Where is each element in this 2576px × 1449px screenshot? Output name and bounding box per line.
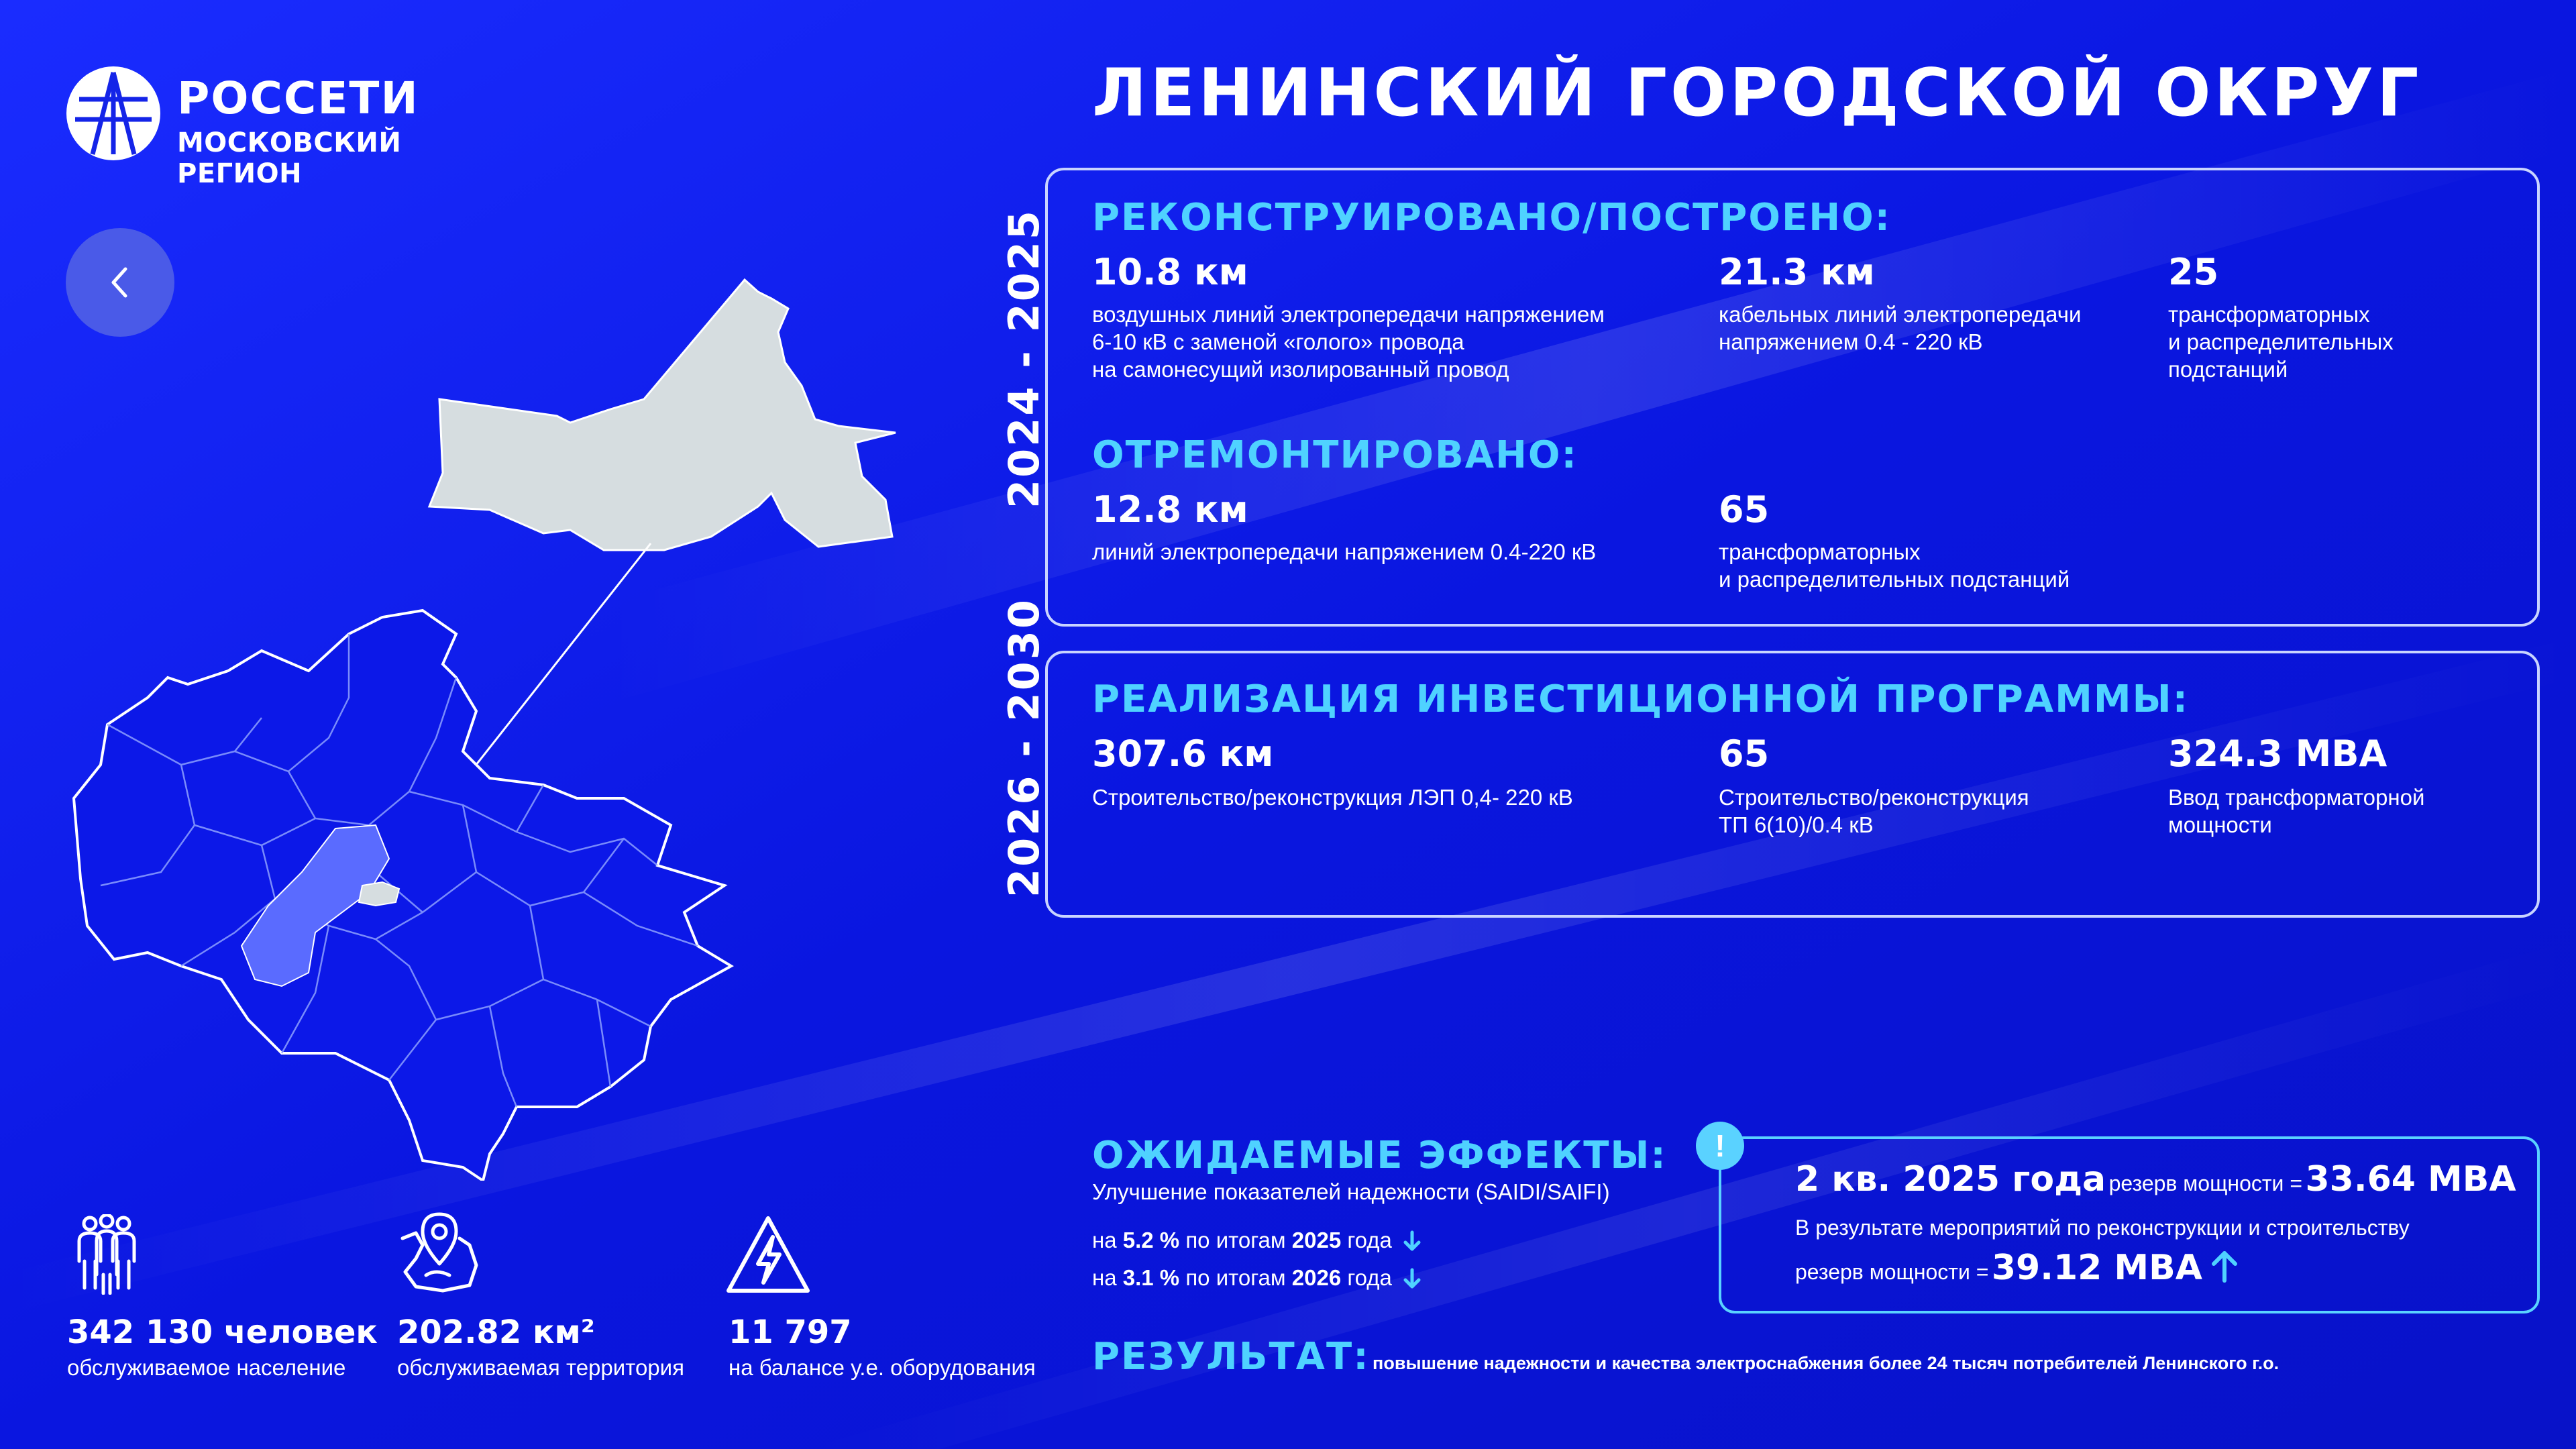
arrow-down-icon bbox=[1402, 1268, 1422, 1289]
built-stat-2-desc: кабельных линий электропередачи напряжением 0.4 - 220 кВ bbox=[1719, 302, 2082, 354]
built-stat-1-desc: воздушных линий электропередачи напряжением 6-10 кВ с заменой «голого» провода на самонесущий изолированный провод bbox=[1092, 302, 1605, 382]
built-stat-3-value: 25 bbox=[2168, 251, 2219, 293]
effects-line-1-mid: по итогам bbox=[1185, 1228, 1286, 1252]
investment-stat-1-value: 307.6 км bbox=[1092, 733, 1274, 775]
investment-stat-2-value: 65 bbox=[1719, 733, 1770, 775]
effects-line-1-post: года bbox=[1347, 1228, 1392, 1252]
page-title: ЛЕНИНСКИЙ ГОРОДСКОЙ ОКРУГ bbox=[1092, 55, 2422, 131]
effects-line-2-pct: 3.1 % bbox=[1122, 1265, 1180, 1290]
logo-name: РОССЕТИ bbox=[177, 72, 419, 124]
stat-equipment-desc: на балансе у.е. оборудования bbox=[729, 1355, 1036, 1380]
period2-years: 2026 - 2030 bbox=[1000, 597, 1049, 898]
result-text: повышение надежности и качества электроснабжения более 24 тысяч потребителей Ленинского г.о. bbox=[1373, 1353, 2279, 1373]
effects-line-2-post: года bbox=[1347, 1265, 1392, 1290]
rosseti-logo-icon bbox=[66, 66, 161, 161]
reserve-line-1 bbox=[1795, 1159, 2516, 1199]
repaired-stat-2-value: 65 bbox=[1719, 488, 1770, 531]
built-section-title: РЕКОНСТРУИРОВАНО/ПОСТРОЕНО: bbox=[1092, 196, 1892, 239]
effects-line-2-year: 2026 bbox=[1291, 1265, 1342, 1290]
effects-title: ОЖИДАЕМЫЕ ЭФФЕКТЫ: bbox=[1092, 1134, 1667, 1177]
investment-stat-1-desc: Строительство/реконструкция ЛЭП 0,4- 220 кВ bbox=[1092, 785, 1573, 810]
reserve-period: 2 кв. 2025 года bbox=[1795, 1159, 2106, 1199]
built-stat-3-desc: трансформаторных и распределительных подстанций bbox=[2168, 302, 2394, 382]
effects-line-1-pct: 5.2 % bbox=[1122, 1228, 1180, 1252]
built-stat-2-value: 21.3 км bbox=[1719, 251, 1875, 293]
repaired-stat-1-value: 12.8 км bbox=[1092, 488, 1248, 531]
stat-territory-value: 202.82 км² bbox=[397, 1313, 595, 1351]
effects-line-2 bbox=[1092, 1265, 1422, 1291]
effects-line-2-pre: на bbox=[1092, 1265, 1117, 1290]
result-label: РЕЗУЛЬТАТ: bbox=[1092, 1335, 1370, 1379]
effects-line-1 bbox=[1092, 1228, 1422, 1253]
reserve-line-3 bbox=[1795, 1248, 2239, 1288]
stat-territory-desc: обслуживаемая территория bbox=[397, 1355, 684, 1380]
reserve-label-2: резерв мощности = bbox=[1795, 1260, 1989, 1284]
lightning-icon bbox=[724, 1213, 812, 1296]
alert-icon: ! bbox=[1696, 1122, 1744, 1170]
effects-subtitle: Улучшение показателей надежности (SAIDI/SAIFI) bbox=[1092, 1179, 1610, 1204]
result-line bbox=[1092, 1335, 2279, 1379]
reserve-line-2: В результате мероприятий по реконструкции и строительству bbox=[1795, 1216, 2410, 1240]
period1-years: 2024 - 2025 bbox=[1000, 208, 1049, 508]
reserve-label: резерв мощности = bbox=[2108, 1171, 2302, 1195]
people-icon bbox=[70, 1214, 144, 1295]
repaired-stat-2-desc: трансформаторных и распределительных подстанций bbox=[1719, 539, 2070, 592]
effects-line-1-year: 2025 bbox=[1291, 1228, 1342, 1252]
investment-stat-3-desc: Ввод трансформаторной мощности bbox=[2168, 785, 2425, 837]
stat-equipment-value: 11 797 bbox=[729, 1313, 852, 1351]
investment-stat-2-desc: Строительство/реконструкция ТП 6(10)/0.4 кВ bbox=[1719, 785, 2029, 837]
effects-line-2-mid: по итогам bbox=[1185, 1265, 1286, 1290]
map-pin-icon bbox=[396, 1212, 483, 1295]
arrow-down-icon bbox=[1402, 1230, 1422, 1252]
leninsky-district-zoom bbox=[429, 280, 896, 550]
stat-population-desc: обслуживаемое население bbox=[67, 1355, 346, 1380]
effects-line-1-pre: на bbox=[1092, 1228, 1117, 1252]
stat-population-value: 342 130 человек bbox=[67, 1313, 378, 1351]
repaired-section-title: ОТРЕМОНТИРОВАНО: bbox=[1092, 433, 1578, 477]
logo bbox=[66, 66, 535, 189]
built-stat-1-value: 10.8 км bbox=[1092, 251, 1248, 293]
moscow-region-map bbox=[60, 268, 932, 1181]
investment-stat-3-value: 324.3 МВА bbox=[2168, 733, 2387, 775]
logo-subtitle: МОСКОВСКИЙ РЕГИОН bbox=[177, 127, 402, 189]
reserve-value: 33.64 МВА bbox=[2305, 1159, 2516, 1199]
arrow-up-icon bbox=[2210, 1250, 2239, 1283]
repaired-stat-1-desc: линий электропередачи напряжением 0.4-220 кВ bbox=[1092, 539, 1597, 564]
investment-section-title: РЕАЛИЗАЦИЯ ИНВЕСТИЦИОННОЙ ПРОГРАММЫ: bbox=[1092, 678, 2189, 721]
reserve-value-2: 39.12 МВА bbox=[1991, 1248, 2203, 1288]
